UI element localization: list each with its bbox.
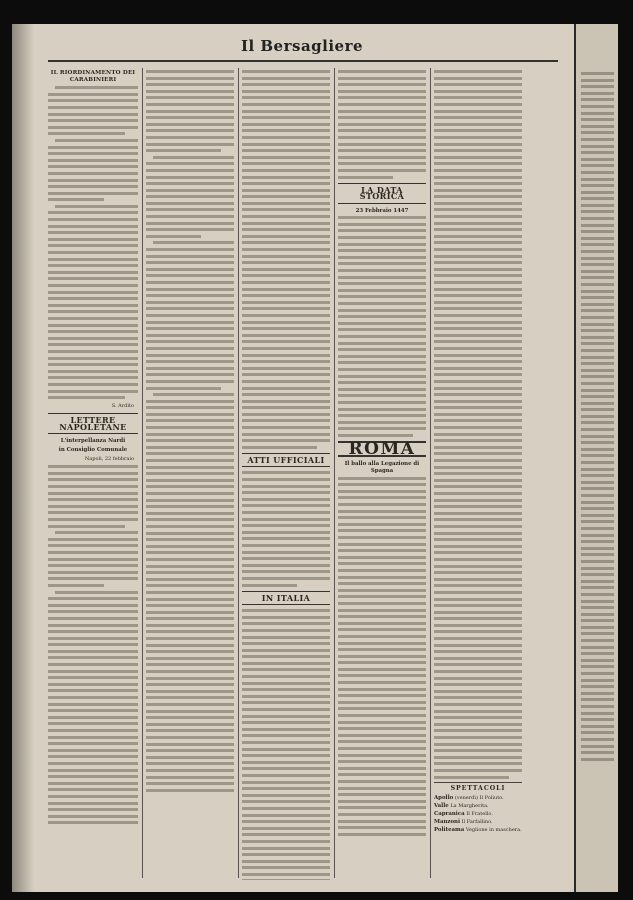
theatre-name: Valle — [434, 802, 449, 809]
column-rule — [142, 68, 143, 878]
section-title: LETTERE NAPOLETANE — [48, 413, 138, 434]
list-item — [434, 811, 522, 817]
column-rule — [334, 68, 335, 878]
theatre-show: Il Fratello. — [466, 810, 493, 817]
theatre-name: Capranica — [434, 810, 465, 817]
article-body — [338, 477, 426, 836]
newspaper-title: Il Bersagliere — [240, 37, 364, 55]
theatre-show: Veglione in maschera. — [465, 826, 522, 833]
section-title: ATTI UFFICIALI — [242, 453, 330, 468]
article-signature: S. Ardito — [111, 402, 134, 409]
newspaper-page — [12, 24, 618, 892]
adjacent-page-edge — [574, 24, 618, 892]
article-body — [434, 70, 522, 779]
theatre-show: (venerdì) Il Poliuto. — [454, 794, 504, 801]
section-title: SPETTACOLI — [450, 785, 506, 793]
theatre-show: Il Farfallino. — [461, 818, 493, 825]
list-item — [434, 827, 522, 833]
column-1 — [48, 68, 138, 880]
article-body — [48, 86, 138, 399]
article-body — [242, 609, 330, 880]
theatre-show: La Margherita. — [450, 802, 489, 809]
theatre-name: Apollo — [434, 794, 454, 801]
column-3 — [242, 68, 330, 880]
section-subtitle: in Consiglio Comunale — [58, 447, 128, 454]
binding-gutter — [12, 24, 34, 892]
article-body — [48, 465, 138, 824]
column-rule — [430, 68, 431, 878]
list-item — [434, 819, 522, 825]
column-rule — [238, 68, 239, 878]
section-date: 23 Febbraio 1447 — [355, 207, 409, 214]
section-title: ROMA — [338, 441, 426, 458]
section-title: LA DATA STORICA — [338, 183, 426, 204]
column-5 — [434, 68, 522, 880]
section-rule — [434, 782, 522, 783]
masthead — [52, 32, 552, 60]
section-subtitle: Il ballo alla Legazione di Spagna — [344, 461, 420, 475]
article-body — [338, 70, 426, 179]
theatre-name: Politeama — [434, 826, 465, 833]
column-4 — [338, 68, 426, 880]
article-headline: IL RIORDINAMENTO DEI CARABINIERI — [50, 70, 136, 83]
dateline: Napoli, 22 febbraio — [84, 455, 134, 462]
theatre-name: Manzoni — [434, 818, 461, 825]
article-body — [146, 70, 234, 792]
section-subtitle: L'interpellanza Nardi — [60, 438, 126, 445]
column-2 — [146, 68, 234, 880]
list-item — [434, 795, 522, 801]
article-body — [338, 216, 426, 437]
article-body — [242, 471, 330, 586]
article-body — [242, 70, 330, 449]
masthead-rule — [48, 60, 558, 62]
list-item — [434, 803, 522, 809]
section-title: IN ITALIA — [242, 591, 330, 606]
